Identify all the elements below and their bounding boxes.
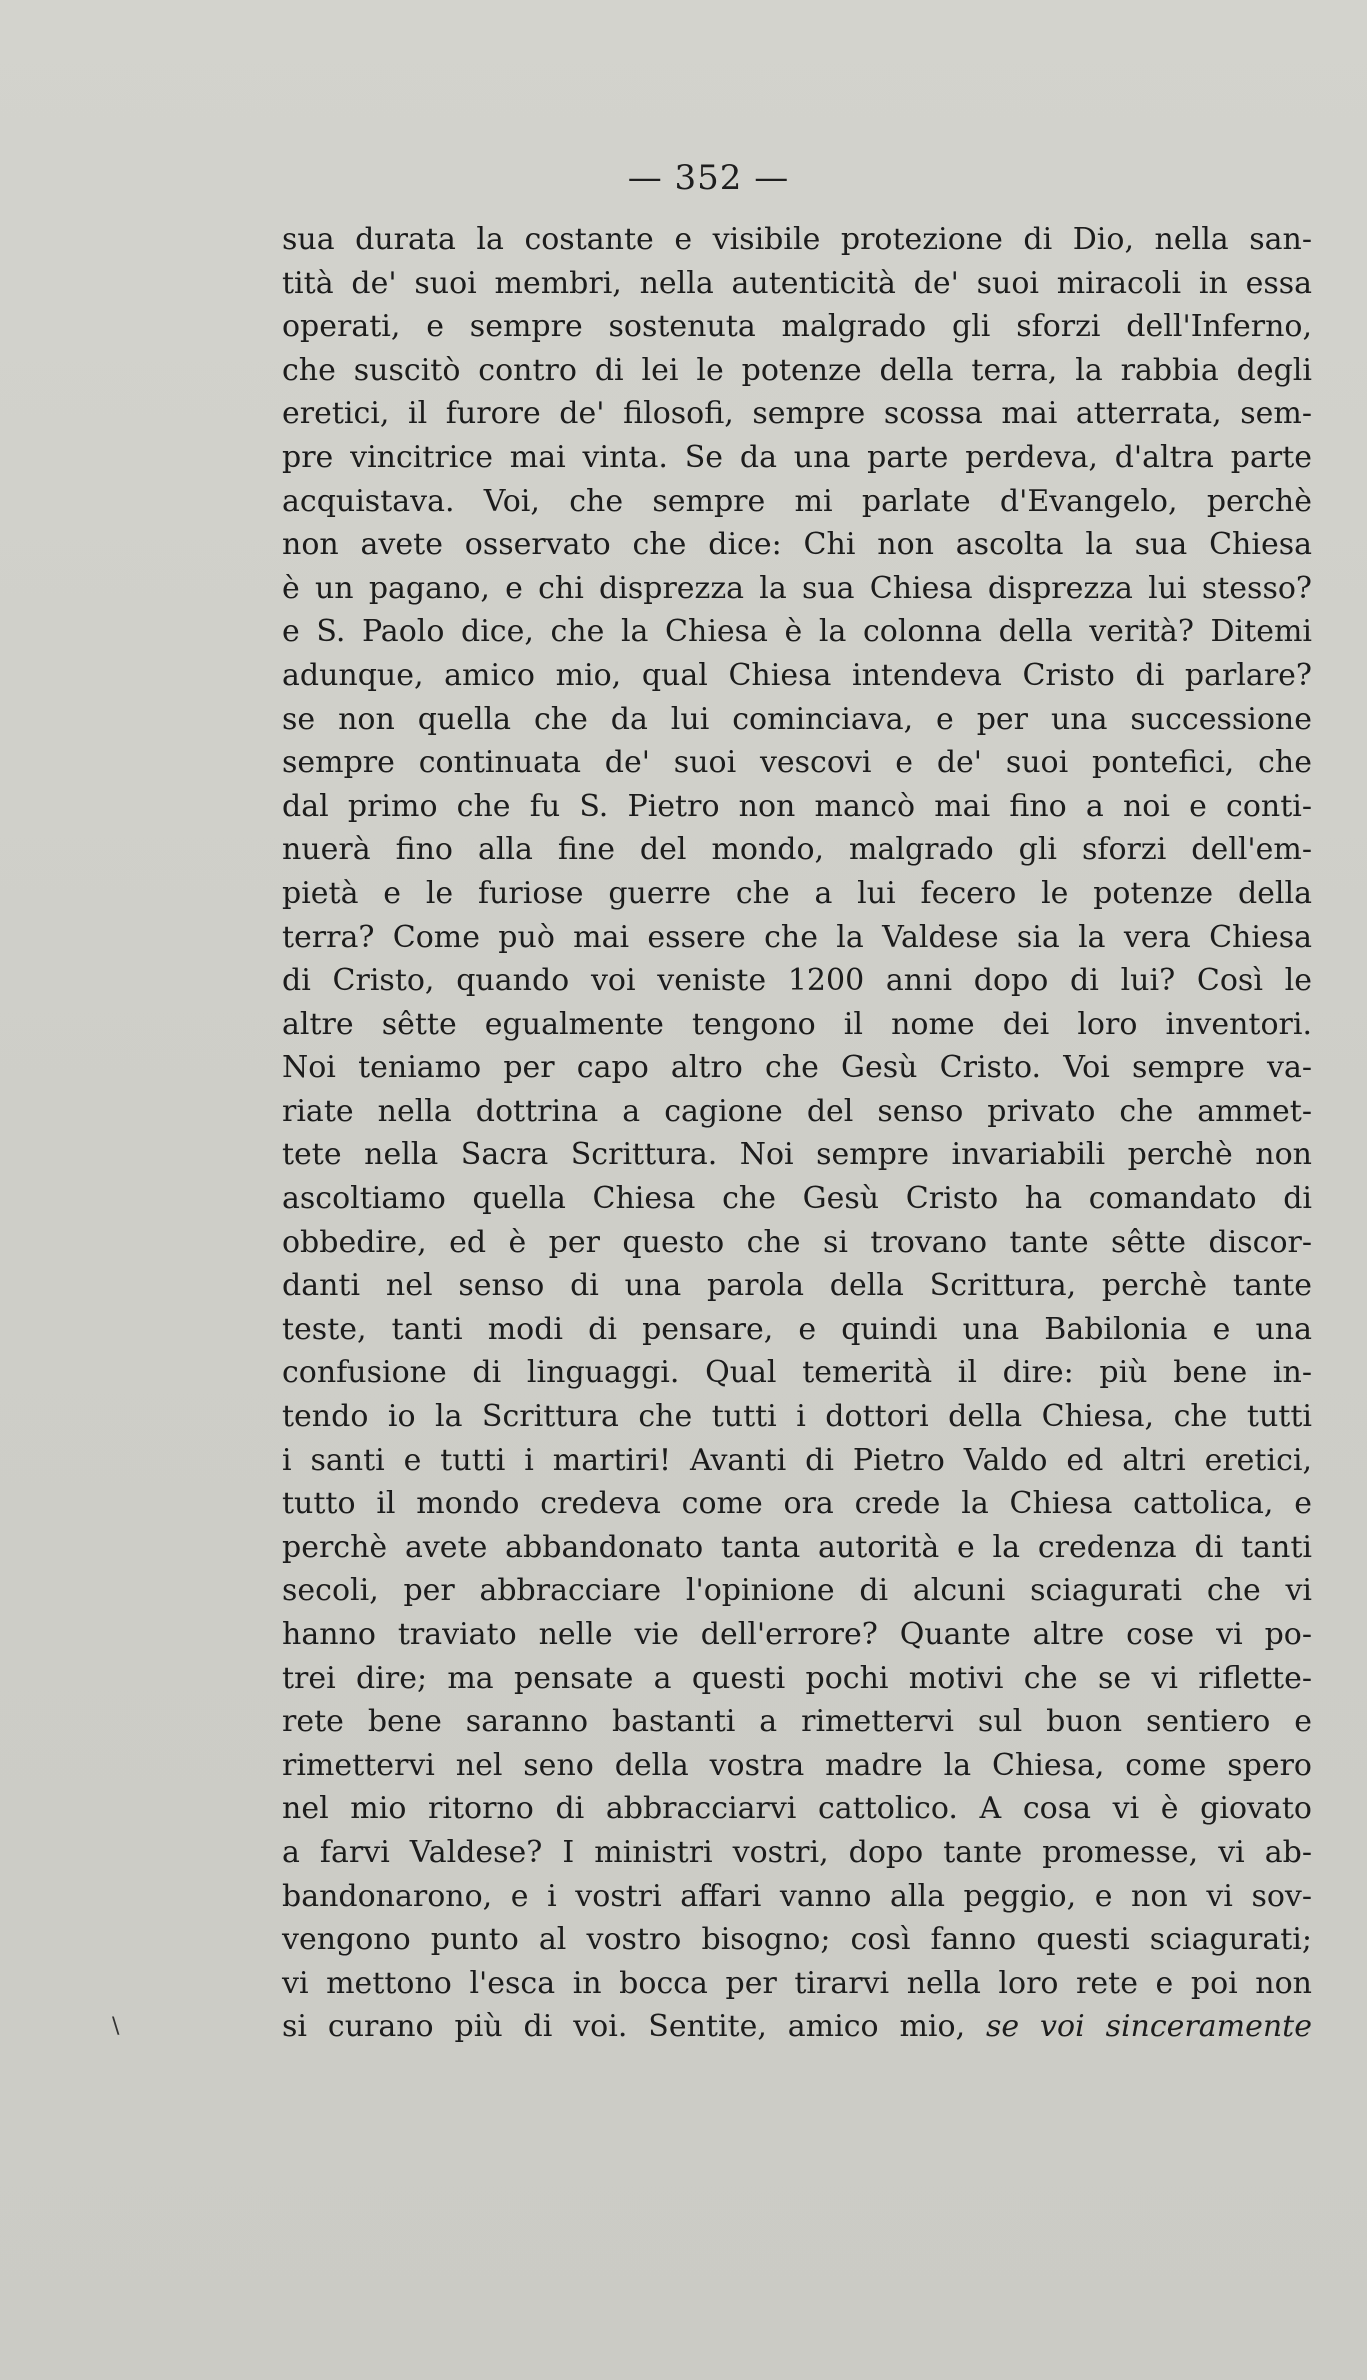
text-line: eretici, il furore de' filosofi, sempre scossa mai atterrata, sem- [282,396,1312,432]
text-line: è un pagano, e chi disprezza la sua Chiesa disprezza lui stesso? [282,570,1312,606]
text-line: hanno traviato nelle vie dell'errore? Quante altre cose vi po- [282,1617,1312,1652]
text-line: confusione di linguaggi. Qual temerità il dire: più bene in- [282,1355,1312,1391]
text-line: danti nel senso di una parola della Scrittura, perchè tante [282,1268,1312,1304]
text-line: riate nella dottrina a cagione del senso privato che ammet- [282,1093,1312,1129]
text-line: trei dire; ma pensate a questi pochi motivi che se vi riflette- [282,1660,1312,1696]
text-line: rimettervi nel seno della vostra madre la Chiesa, come spero [282,1747,1312,1783]
text-line: teste, tanti modi di pensare, e quindi una Babilonia e una [282,1311,1312,1347]
text-line: bandonarono, e i vostri affari vanno alla peggio, e non vi sov- [282,1878,1312,1914]
text-line: sua durata la costante e visibile protezione di Dio, nella san- [282,222,1312,257]
text-line: nel mio ritorno di abbracciarvi cattolico. A cosa vi è giovato [282,1791,1312,1827]
text-line: tutto il mondo credeva come ora crede la Chiesa cattolica, e [282,1486,1312,1522]
text-line: tendo io la Scrittura che tutti i dottori della Chiesa, che tutti [282,1399,1312,1435]
text-line: vengono punto al vostro bisogno; così fanno questi sciagurati; [282,1922,1312,1958]
text-line: terra? Come può mai essere che la Valdese sia la vera Chiesa [282,919,1312,955]
text-line: perchè avete abbandonato tanta autorità e la credenza di tanti [282,1529,1312,1565]
text-line: a farvi Valdese? I ministri vostri, dopo tante promesse, vi ab- [282,1834,1312,1870]
text-line: sempre continuata de' suoi vescovi e de' suoi pontefici, che [282,745,1312,781]
text-line-last [282,2005,1312,2049]
text-line: altre sêtte egualmente tengono il nome dei loro inventori. [282,1006,1312,1042]
text-line: operati, e sempre sostenuta malgrado gli sforzi dell'Inferno, [282,309,1312,345]
text-line: di Cristo, quando voi veniste 1200 anni dopo di lui? Così le [282,963,1312,999]
text-line: pre vincitrice mai vinta. Se da una parte perdeva, d'altra parte [282,439,1312,475]
text-line: tete nella Sacra Scrittura. Noi sempre invariabili perchè non [282,1137,1312,1173]
text-line: Noi teniamo per capo altro che Gesù Cristo. Voi sempre va- [282,1050,1312,1086]
text-line: rete bene saranno bastanti a rimettervi sul buon sentiero e [282,1704,1312,1740]
body-text [282,218,1312,2049]
text-line: nuerà fino alla fine del mondo, malgrado gli sforzi dell'em- [282,832,1312,868]
stray-mark: \ [112,2014,120,2039]
text-line: i santi e tutti i martiri! Avanti di Pietro Valdo ed altri eretici, [282,1442,1312,1478]
text-line: adunque, amico mio, qual Chiesa intendeva Cristo di parlare? [282,657,1312,693]
text-line-last-regular: si curano più di voi. Sentite, amico mio, [282,2009,987,2045]
text-line: vi mettono l'esca in bocca per tirarvi nella loro rete e poi non [282,1965,1312,2001]
text-line: obbedire, ed è per questo che si trovano tante sêtte discor- [282,1224,1312,1260]
text-line: acquistava. Voi, che sempre mi parlate d'Evangelo, perchè [282,483,1312,519]
text-line: e S. Paolo dice, che la Chiesa è la colonna della verità? Ditemi [282,614,1312,650]
text-line: non avete osservato che dice: Chi non ascolta la sua Chiesa [282,527,1312,563]
text-line: se non quella che da lui cominciava, e per una successione [282,701,1312,737]
page-number: — 352 — [627,158,790,198]
text-line: ascoltiamo quella Chiesa che Gesù Cristo ha comandato di [282,1181,1312,1217]
text-line-last-italic: se voi sinceramente [986,2009,1312,2045]
text-line: pietà e le furiose guerre che a lui fecero le potenze della [282,875,1312,911]
text-line: dal primo che fu S. Pietro non mancò mai fino a noi e conti- [282,788,1312,824]
text-line: tità de' suoi membri, nella autenticità de' suoi miracoli in essa [282,265,1312,301]
text-line: che suscitò contro di lei le potenze della terra, la rabbia degli [282,352,1312,388]
text-line: secoli, per abbracciare l'opinione di alcuni sciagurati che vi [282,1573,1312,1609]
